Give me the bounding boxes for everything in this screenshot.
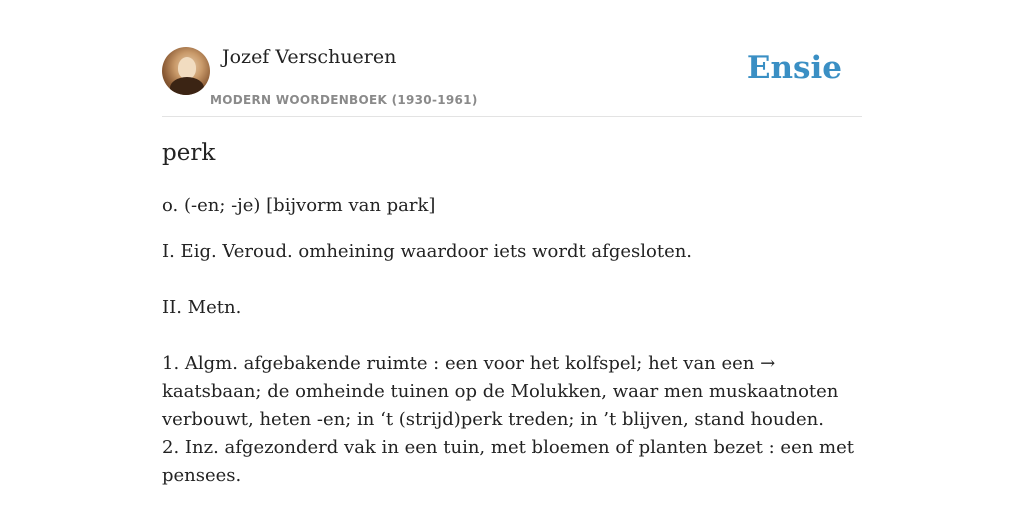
source-label[interactable]: MODERN WOORDENBOEK (1930-1961) (210, 93, 478, 107)
avatar-face (178, 57, 196, 79)
headword: perk (162, 140, 216, 166)
avatar-coat (170, 77, 204, 95)
entry-header (162, 0, 862, 117)
sub-sense-1: 1. Algm. afgebakende ruimte : een voor het kolfspel; het van een → kaatsbaan; de omheinde tuinen op de Molukken, waar men muskaatnoten verbouwt, heten -en; in ‘t (strijd)perk treden; in ’t blijven, stand houden. (162, 353, 839, 430)
author-name[interactable]: Jozef Verschueren (222, 46, 397, 68)
spacer (162, 266, 862, 294)
ensie-logo-link[interactable]: Ensie (746, 50, 842, 86)
sense-2: II. Metn. (162, 297, 242, 318)
spacer (162, 322, 862, 350)
entry-card (162, 0, 862, 486)
author-avatar[interactable] (162, 47, 210, 95)
grammar-line: o. (-en; -je) [bijvorm van park] (162, 195, 436, 216)
sense-1: I. Eig. Veroud. omheining waardoor iets wordt afgesloten. (162, 241, 693, 262)
entry-body (162, 192, 862, 490)
sub-sense-2: 2. Inz. afgezonderd vak in een tuin, met bloemen of planten bezet : een met pensees. (162, 437, 854, 486)
